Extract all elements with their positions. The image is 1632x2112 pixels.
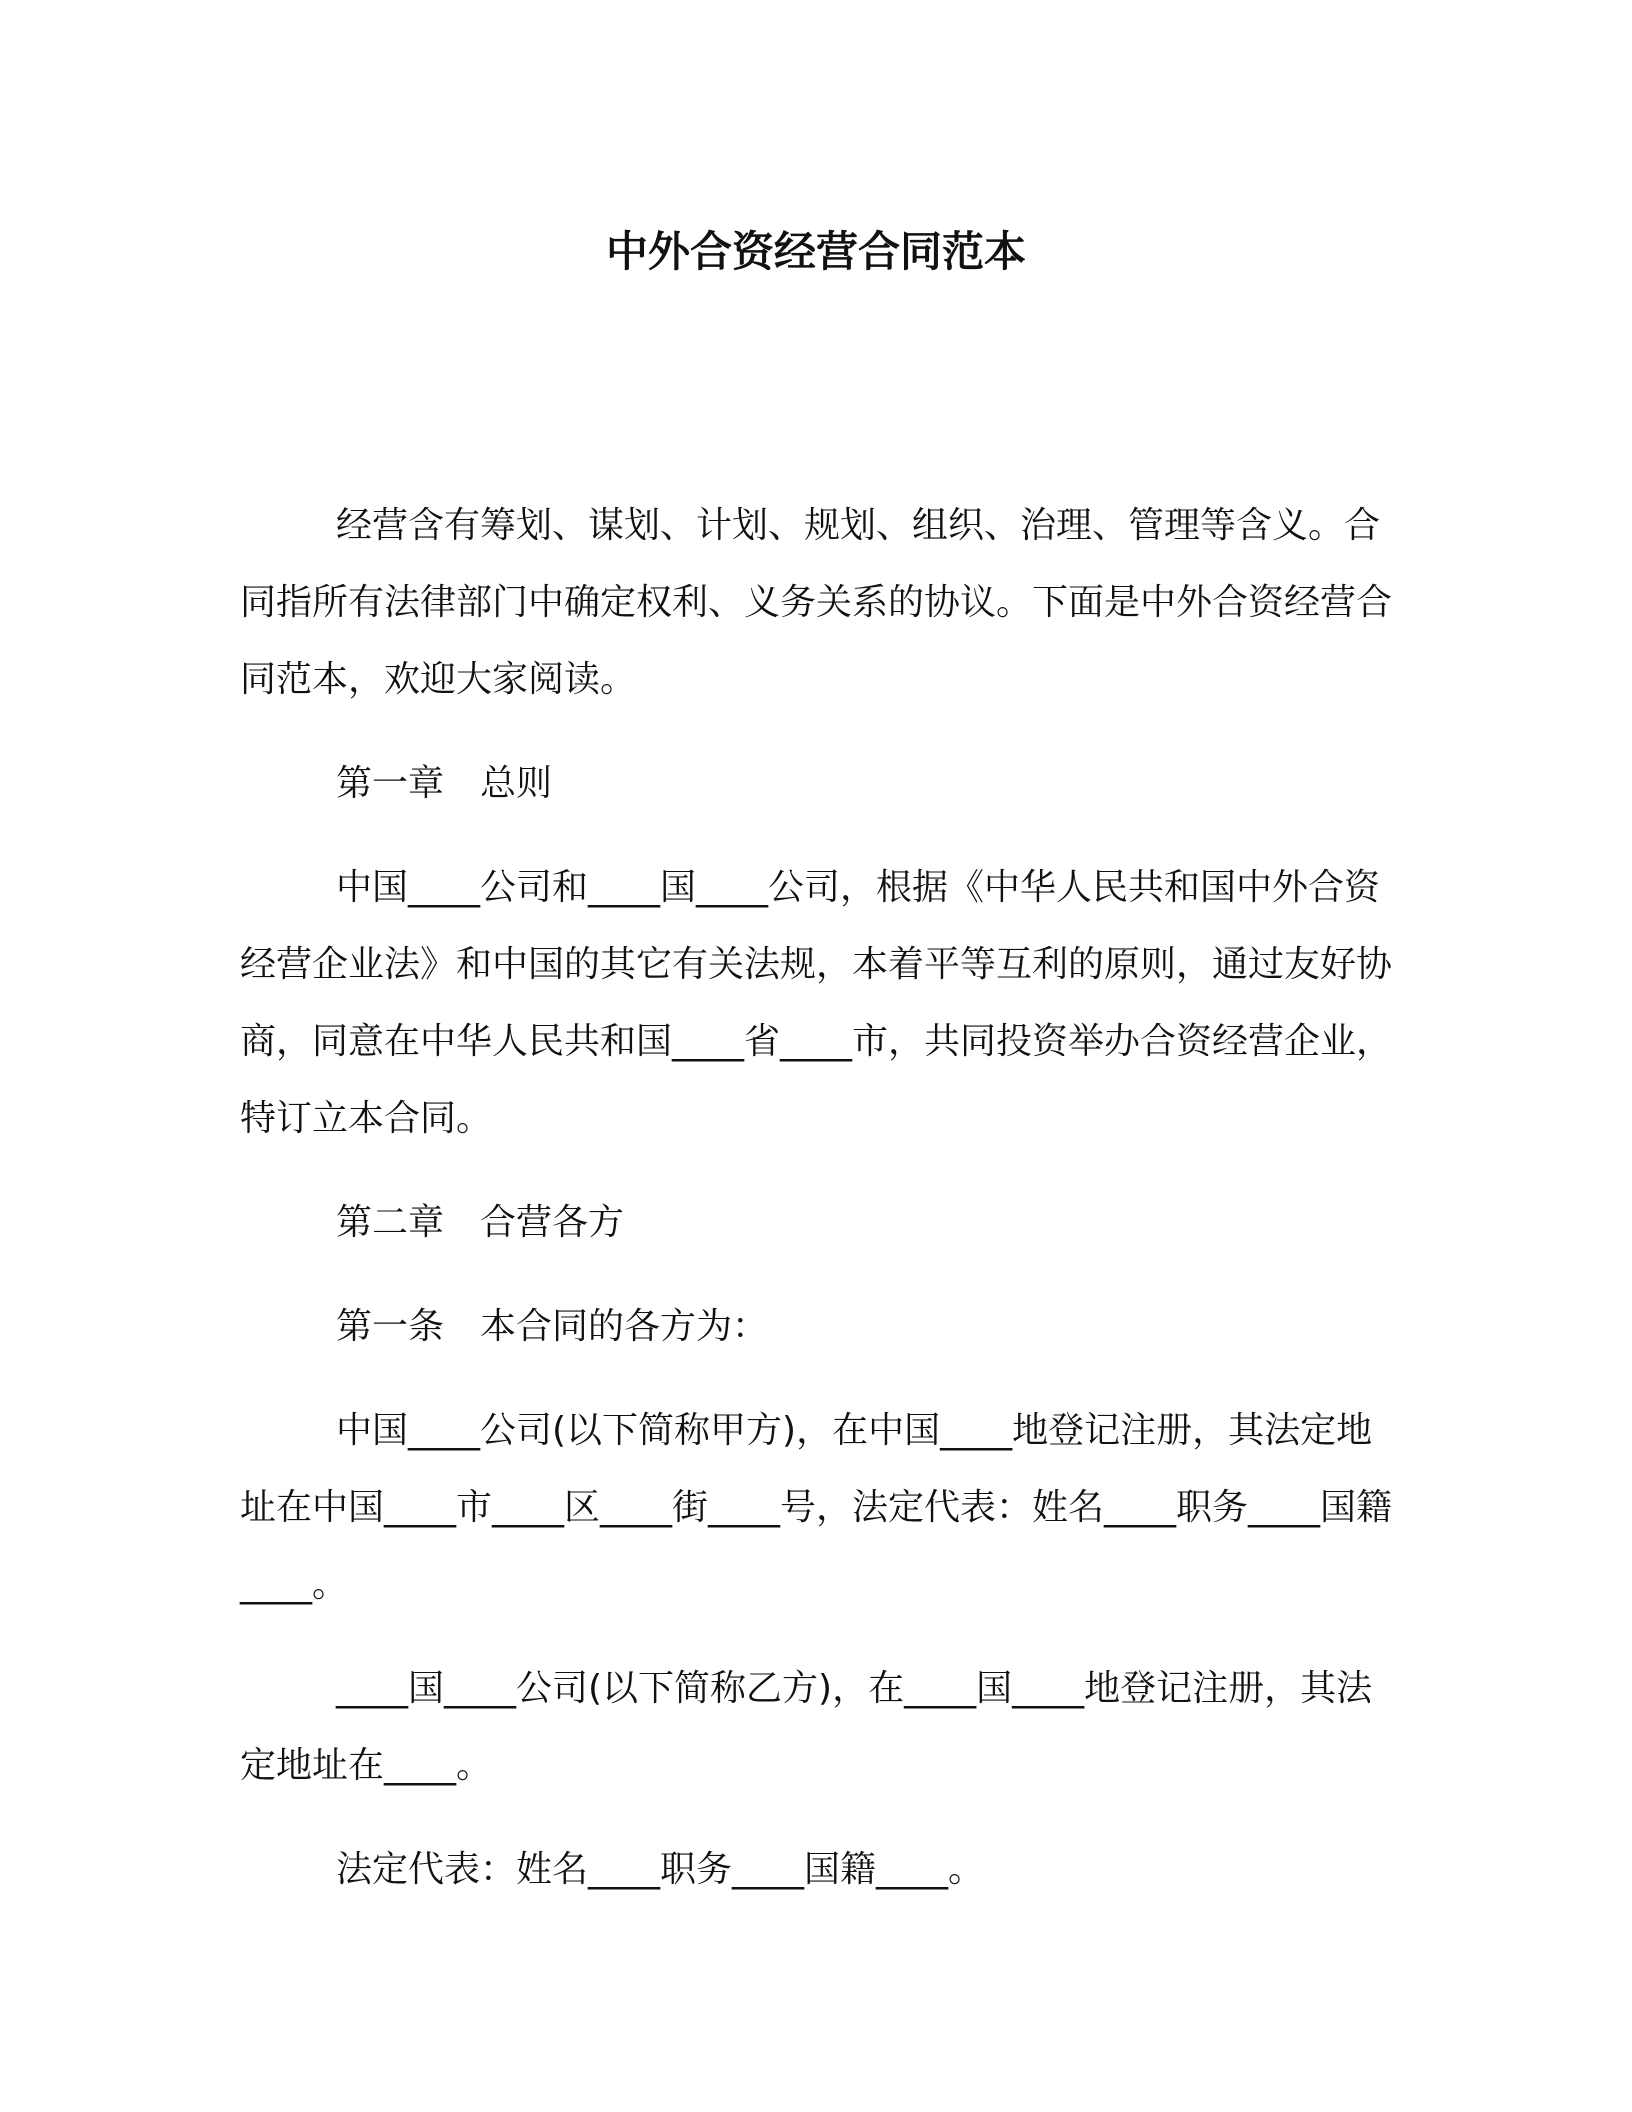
party-b-representative-paragraph: 法定代表：姓名____职务____国籍____。	[336, 1849, 985, 1890]
article-1-heading: 第一条 本合同的各方为：	[336, 1306, 769, 1347]
party-a-paragraph: 中国____公司(以下简称甲方)，在中国____地登记注册，其法定地址在中国____市____区____街____号，法定代表：姓名____职务____国籍____。	[240, 1410, 1393, 1605]
intro-paragraph: 经营含有筹划、谋划、计划、规划、组织、治理、管理等含义。合同指所有法律部门中确定权利、义务关系的协议。下面是中外合资经营合同范本，欢迎大家阅读。	[240, 505, 1393, 700]
chapter-1-heading: 第一章 总则	[336, 763, 553, 804]
chapter-1-paragraph: 中国____公司和____国____公司，根据《中华人民共和国中外合资经营企业法》和中国的其它有关法规，本着平等互利的原则，通过友好协商，同意在中华人民共和国____省____市，共同投资举办合资经营企业，特订立本合同。	[240, 867, 1393, 1139]
party-b-paragraph: ____国____公司(以下简称乙方)，在____国____地登记注册，其法定地址在____。	[240, 1668, 1373, 1786]
document-body	[240, 487, 1400, 1935]
document-title: 中外合资经营合同范本	[605, 227, 1026, 276]
chapter-2-heading: 第二章 合营各方	[336, 1202, 625, 1243]
